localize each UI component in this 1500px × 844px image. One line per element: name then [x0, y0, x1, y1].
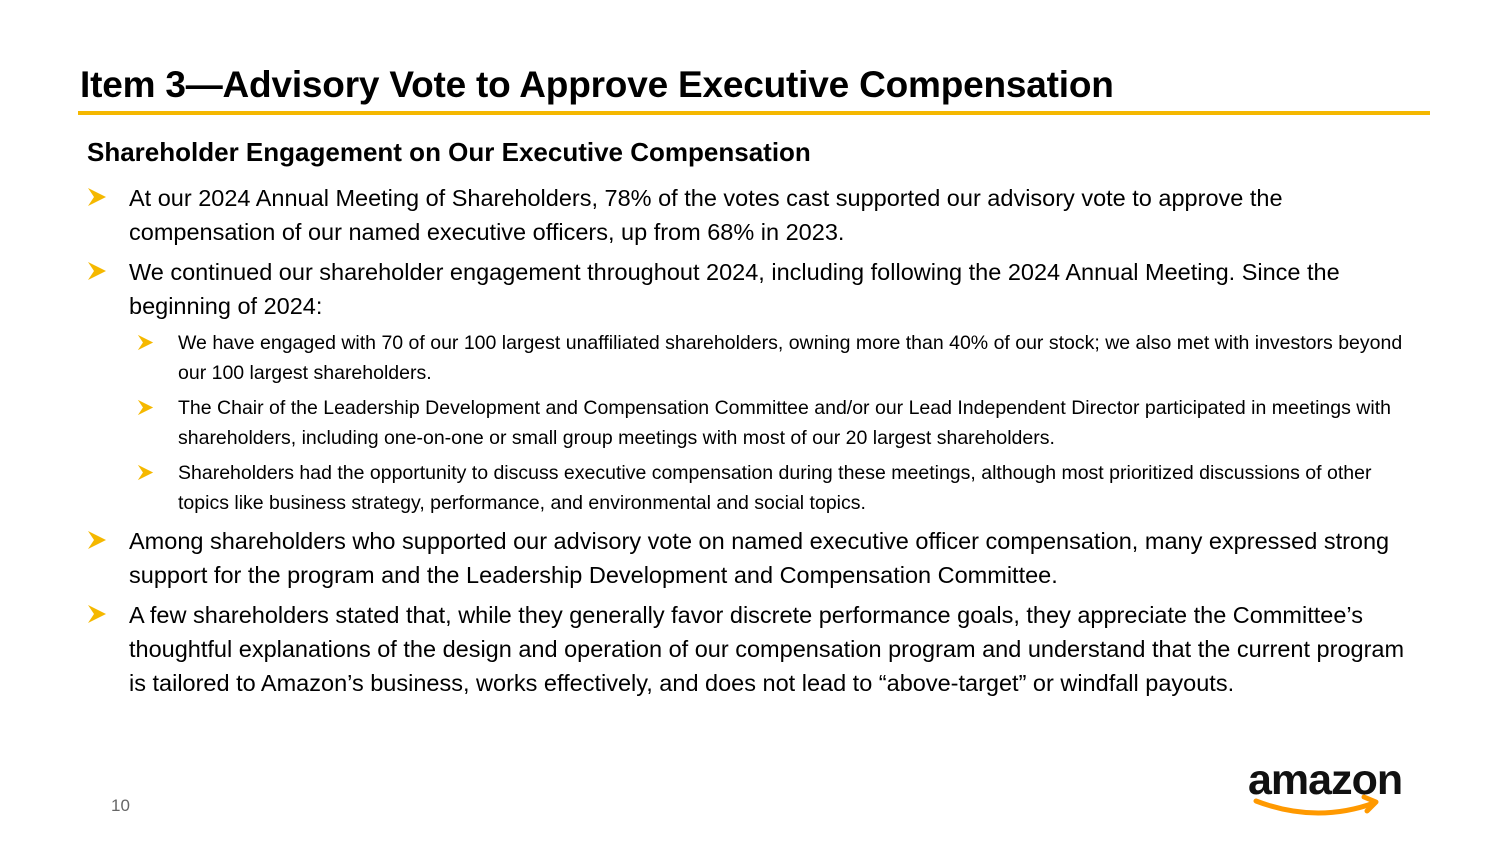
bullet-text: At our 2024 Annual Meeting of Shareholders, 78% of the votes cast supported our advisory vote to approve the compensation of our named executive officers, up from 68% in 2023. — [129, 185, 1283, 245]
bullet-text: A few shareholders stated that, while they generally favor discrete performance goals, they appreciate the Committee’s thoughtful explanations of the design and operation of our compensation program and understand that the current program is tailored to Amazon’s business, works effectively, and does not lead to “above-target” or windfall payouts. — [129, 602, 1405, 696]
bullet-item — [87, 524, 1427, 592]
arrow-bullet-icon — [137, 399, 154, 416]
sub-bullet-item — [137, 394, 1427, 453]
sub-bullet-text: The Chair of the Leadership Development and Compensation Committee and/or our Lead Independent Director participated in meetings with shareholders, including one-on-one or small group meetings with most of our 20 largest shareholders. — [178, 397, 1391, 449]
sub-bullet-item — [137, 329, 1427, 388]
sub-bullet-text: We have engaged with 70 of our 100 largest unaffiliated shareholders, owning more than 40% of our stock; we also met with investors beyond our 100 largest shareholders. — [178, 332, 1403, 384]
bullet-item — [87, 255, 1427, 323]
arrow-bullet-icon — [87, 187, 107, 207]
amazon-logo — [1246, 758, 1428, 820]
title-underline — [78, 111, 1430, 115]
bullet-list — [87, 181, 1427, 706]
arrow-bullet-icon — [137, 464, 154, 481]
arrow-bullet-icon — [87, 604, 107, 624]
bullet-text: Among shareholders who supported our advisory vote on named executive officer compensation, many expressed strong support for the program and the Leadership Development and Compensation Committee. — [129, 528, 1390, 588]
slide-title: Item 3—Advisory Vote to Approve Executive Compensation — [80, 64, 1114, 105]
section-heading: Shareholder Engagement on Our Executive Compensation — [87, 137, 811, 167]
arrow-bullet-icon — [87, 261, 107, 281]
bullet-item — [87, 598, 1427, 700]
arrow-bullet-icon — [137, 334, 154, 351]
sub-bullet-text: Shareholders had the opportunity to discuss executive compensation during these meetings, although most prioritized discussions of other topics like business strategy, performance, and environmental and social topics. — [178, 462, 1372, 514]
logo-wordmark: amazon — [1248, 758, 1403, 804]
arrow-bullet-icon — [87, 530, 107, 550]
bullet-text: We continued our shareholder engagement throughout 2024, including following the 2024 Annual Meeting. Since the beginning of 2024: — [129, 259, 1340, 319]
page-number: 10 — [111, 796, 130, 815]
bullet-item — [87, 181, 1427, 249]
sub-bullet-item — [137, 459, 1427, 518]
